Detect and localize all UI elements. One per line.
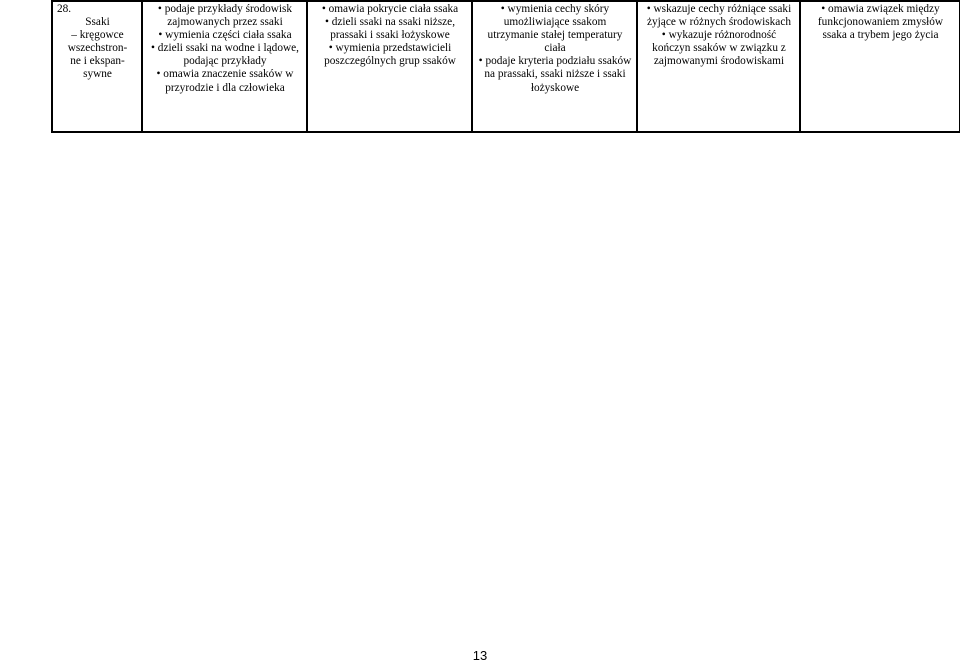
requirement-item: • dzieli ssaki na wodne i lądowe, podając przykłady (151, 42, 299, 68)
lesson-cell (52, 1, 142, 132)
lesson-number: 28. (57, 3, 72, 15)
requirement-item: • podaje przykłady środowisk zajmowanych przez ssaki (157, 3, 293, 29)
requirement-item: • podaje kryteria podziału ssaków na prassaki, ssaki niższe i ssaki łożyskowe (478, 55, 632, 94)
requirements-cell-bardzo-dobra (637, 1, 800, 132)
requirement-item: • dzieli ssaki na ssaki niższe, prassaki i ssaki łożyskowe (324, 16, 456, 42)
requirement-item: • wymienia cechy skóry umożliwiające ssakom utrzymanie stałej temperatury ciała (487, 3, 623, 55)
lesson-title-line: – kręgowce (71, 29, 124, 42)
requirement-item: • omawia pokrycie ciała ssaka (321, 3, 459, 15)
requirement-item: • wymienia przedstawicieli poszczególnych grup ssaków (324, 42, 456, 68)
requirement-item: • wskazuje cechy różniące ssaki żyjące w różnych środowiskach (646, 3, 792, 29)
lesson-title-line: Ssaki (85, 16, 110, 29)
page-number: 13 (472, 648, 488, 663)
requirements-cell-dobra (472, 1, 637, 132)
requirements-cell-dopuszczajaca (142, 1, 307, 132)
requirements-cell-celujaca (800, 1, 960, 132)
requirement-item: • omawia związek między funkcjonowaniem zmysłów ssaka a trybem jego życia (817, 3, 944, 42)
table-row (52, 1, 960, 132)
requirements-table (51, 0, 960, 133)
lesson-title-line: wszechstron- (67, 42, 128, 55)
requirements-cell-dostateczna (307, 1, 472, 132)
requirement-item: • wykazuje różnorodność kończyn ssaków w związku z zajmowanymi środowiskami (652, 29, 786, 68)
requirement-item: • omawia znaczenie ssaków w przyrodzie i dla człowieka (156, 68, 294, 94)
requirement-item: • wymienia części ciała ssaka (158, 29, 292, 42)
lesson-title-line: sywne (83, 68, 112, 81)
lesson-title-line: ne i ekspan- (70, 55, 125, 68)
